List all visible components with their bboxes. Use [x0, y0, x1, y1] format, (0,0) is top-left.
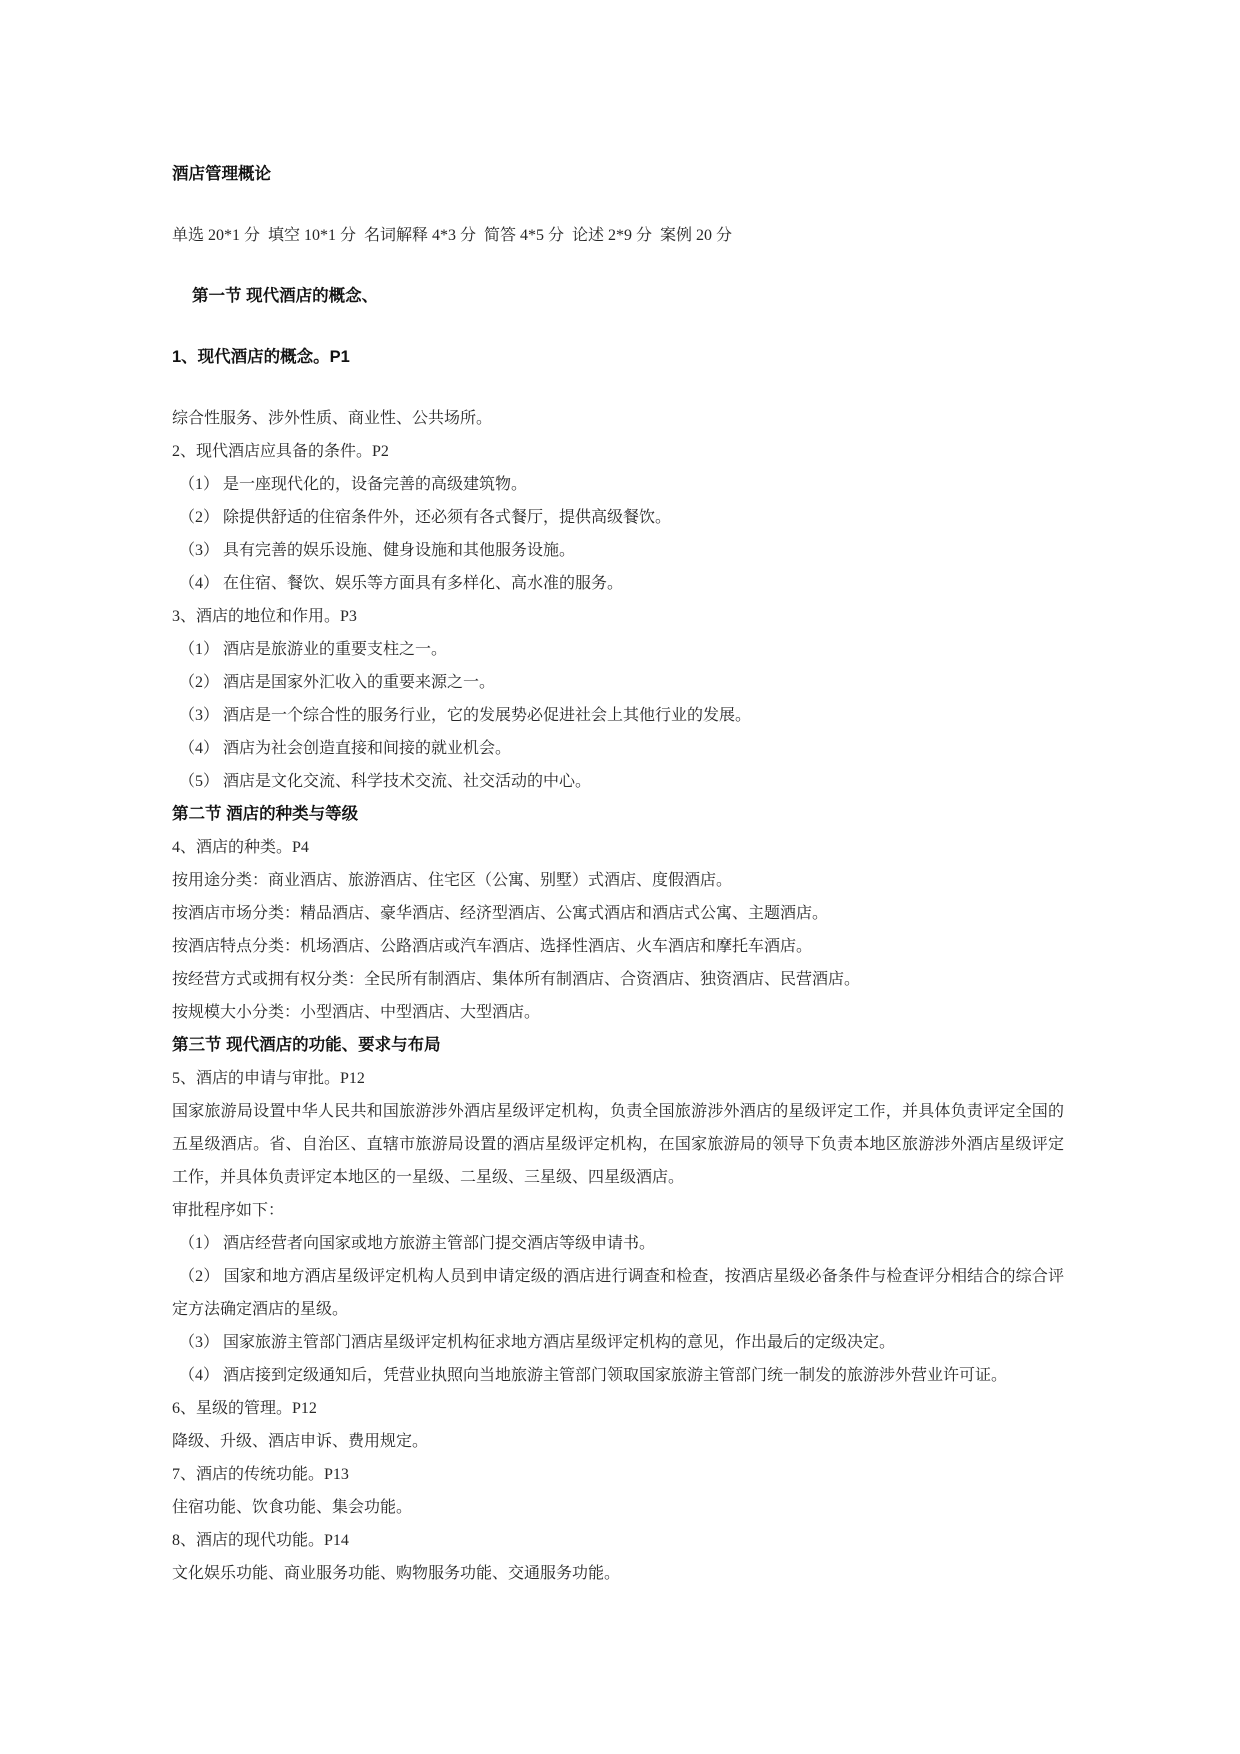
doc-line: 7、酒店的传统功能。P13: [172, 1466, 349, 1483]
doc-line: （1） 酒店是旅游业的重要支柱之一。: [179, 641, 448, 658]
doc-line: （2） 除提供舒适的住宿条件外，还必须有各式餐厅，提供高级餐饮。: [179, 509, 672, 526]
doc-line: 按酒店特点分类：机场酒店、公路酒店或汽车酒店、选择性酒店、火车酒店和摩托车酒店。: [172, 938, 813, 955]
doc-line: （3） 国家旅游主管部门酒店星级评定机构征求地方酒店星级评定机构的意见，作出最后的定级决定。: [179, 1334, 896, 1351]
doc-line: 审批程序如下：: [172, 1202, 285, 1219]
doc-line: 降级、升级、酒店申诉、费用规定。: [172, 1433, 429, 1450]
doc-line: 2、现代酒店应具备的条件。P2: [172, 443, 389, 460]
document-body: [172, 158, 1064, 1590]
document-title: 酒店管理概论: [172, 165, 271, 183]
doc-line: 4、酒店的种类。P4: [172, 839, 309, 856]
doc-line: （4） 在住宿、餐饮、娱乐等方面具有多样化、高水准的服务。: [179, 575, 624, 592]
doc-line: （3） 酒店是一个综合性的服务行业，它的发展势必促进社会上其他行业的发展。: [179, 707, 752, 724]
doc-line: （5） 酒店是文化交流、科学技术交流、社交活动的中心。: [179, 773, 592, 790]
section-2-heading: 第二节 酒店的种类与等级: [172, 805, 359, 823]
doc-line: 6、星级的管理。P12: [172, 1400, 317, 1417]
doc-line: 3、酒店的地位和作用。P3: [172, 608, 357, 625]
doc-line: 综合性服务、涉外性质、商业性、公共场所。: [172, 410, 493, 427]
section-3-heading: 第三节 现代酒店的功能、要求与布局: [172, 1036, 441, 1054]
doc-line: （1） 酒店经营者向国家或地方旅游主管部门提交酒店等级申请书。: [179, 1235, 656, 1252]
doc-line: 文化娱乐功能、商业服务功能、购物服务功能、交通服务功能。: [172, 1565, 621, 1582]
doc-paragraph: 国家旅游局设置中华人民共和国旅游涉外酒店星级评定机构，负责全国旅游涉外酒店的星级评定工作，并具体负责评定全国的五星级酒店。省、自治区、直辖市旅游局设置的酒店星级评定机构，在国家旅游局的领导下负责本地区旅游涉外酒店星级评定工作，并具体负责评定本地区的一星级、二星级、三星级、四星级酒店。: [172, 1103, 1064, 1186]
doc-paragraph: （2） 国家和地方酒店星级评定机构人员到申请定级的酒店进行调查和检查，按酒店星级必备条件与检查评分相结合的综合评定方法确定酒店的星级。: [172, 1268, 1064, 1318]
key-point-1-heading: 1、现代酒店的概念。P1: [172, 348, 350, 366]
doc-line: 按规模大小分类：小型酒店、中型酒店、大型酒店。: [172, 1004, 541, 1021]
doc-line: 8、酒店的现代功能。P14: [172, 1532, 349, 1549]
doc-line: 按经营方式或拥有权分类：全民所有制酒店、集体所有制酒店、合资酒店、独资酒店、民营酒店。: [172, 971, 861, 988]
doc-line: 住宿功能、饮食功能、集会功能。: [172, 1499, 413, 1516]
doc-line: （1） 是一座现代化的，设备完善的高级建筑物。: [179, 476, 528, 493]
doc-line: 按用途分类：商业酒店、旅游酒店、住宅区（公寓、别墅）式酒店、度假酒店。: [172, 872, 733, 889]
doc-line: （3） 具有完善的娱乐设施、健身设施和其他服务设施。: [179, 542, 576, 559]
doc-line: （4） 酒店接到定级通知后，凭营业执照向当地旅游主管部门领取国家旅游主管部门统一制发的旅游涉外营业许可证。: [179, 1367, 1008, 1384]
exam-score-line: 单选 20*1 分 填空 10*1 分 名词解释 4*3 分 简答 4*5 分 论述 2*9 分 案例 20 分: [172, 227, 733, 244]
doc-line: （2） 酒店是国家外汇收入的重要来源之一。: [179, 674, 496, 691]
doc-line: 按酒店市场分类：精品酒店、豪华酒店、经济型酒店、公寓式酒店和酒店式公寓、主题酒店。: [172, 905, 829, 922]
doc-line: （4） 酒店为社会创造直接和间接的就业机会。: [179, 740, 512, 757]
section-1-heading: 第一节 现代酒店的概念、: [192, 287, 379, 305]
doc-line: 5、酒店的申请与审批。P12: [172, 1070, 365, 1087]
